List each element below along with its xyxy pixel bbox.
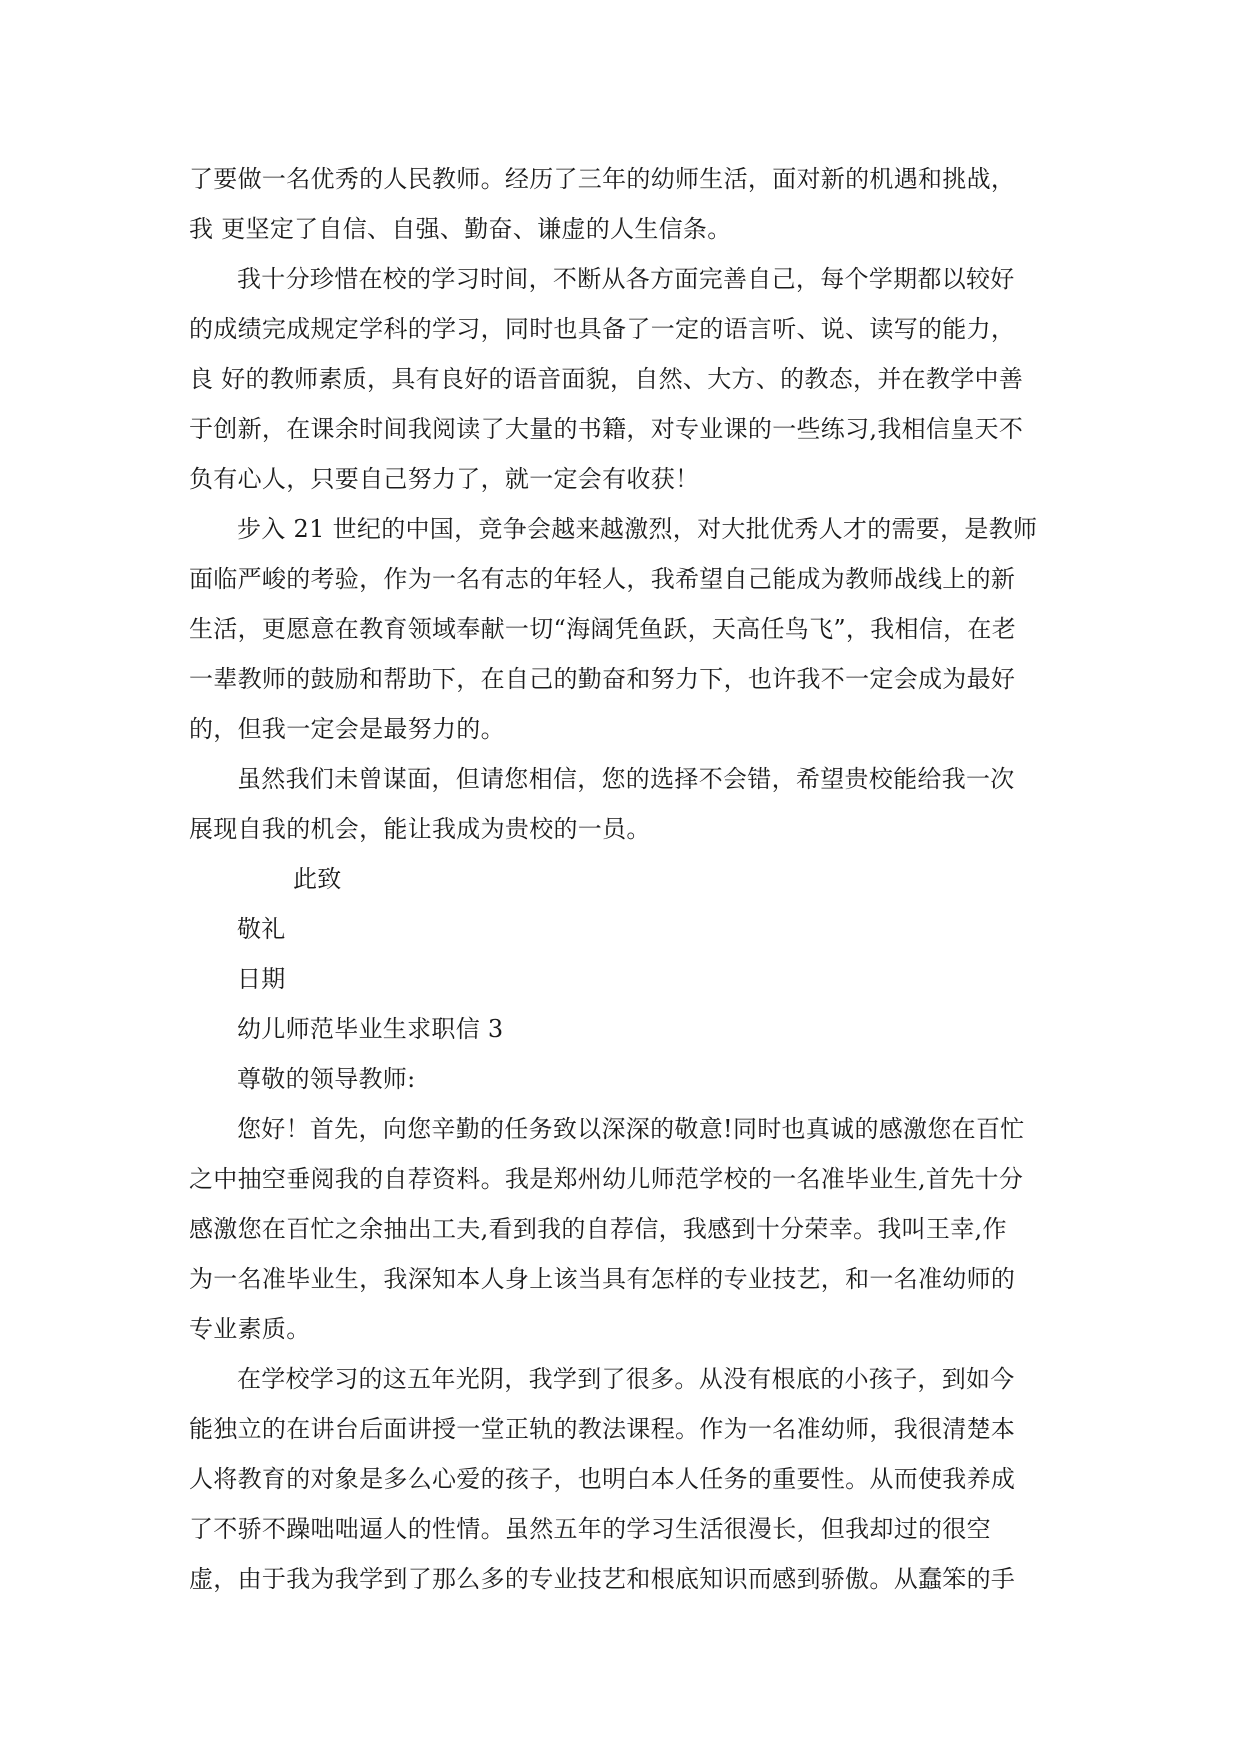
text-line: 人将教育的对象是多么心爱的孩子，也明白本人任务的重要性。从而使我养成 [189, 1465, 1016, 1493]
paragraph-start-line: 在学校学习的这五年光阴，我学到了很多。从没有根底的小孩子，到如今 [237, 1365, 1015, 1393]
text-line: 能独立的在讲台后面讲授一堂正轨的教法课程。作为一名准幼师，我很清楚本 [189, 1415, 1016, 1443]
text-line: 良 好的教师素质，具有良好的语音面貌，自然、大方、的教态，并在教学中善 [189, 365, 1024, 393]
text-line: 生活，更愿意在教育领域奉献一切“海阔凭鱼跃，天高任鸟飞”，我相信，在老 [189, 615, 1017, 643]
paragraph-start-line: 虽然我们未曾谋面，但请您相信，您的选择不会错，希望贵校能给我一次 [237, 765, 1015, 793]
paragraph-start-line: 您好！首先，向您辛勤的任务致以深深的敬意!同时也真诚的感激您在百忙 [237, 1115, 1025, 1143]
date-line: 日期 [237, 965, 286, 993]
text-line: 了不骄不躁咄咄逼人的性情。虽然五年的学习生活很漫长，但我却过的很空 [189, 1515, 991, 1543]
text-line: 感激您在百忙之余抽出工夫,看到我的自荐信，我感到十分荣幸。我叫王幸,作 [189, 1215, 1007, 1243]
text-line: 的，但我一定会是最努力的。 [189, 715, 505, 743]
text-line: 虚，由于我为我学到了那么多的专业技艺和根底知识而感到骄傲。从蠢笨的手 [189, 1565, 1016, 1593]
text-line: 了要做一名优秀的人民教师。经历了三年的幼师生活，面对新的机遇和挑战， [189, 165, 1016, 193]
letter-body [189, 154, 1059, 1604]
salutation-line: 此致 [293, 865, 342, 893]
greeting-line: 尊敬的领导教师: [237, 1065, 416, 1093]
closing-line: 敬礼 [237, 915, 286, 943]
text-line: 为一名准毕业生，我深知本人身上该当具有怎样的专业技艺，和一名准幼师的 [189, 1265, 1016, 1293]
paragraph-start-line: 步入 21 世纪的中国，竞争会越来越激烈，对大批优秀人才的需要，是教师 [237, 515, 1038, 543]
text-line: 我 更坚定了自信、自强、勤奋、谦虚的人生信条。 [189, 215, 732, 243]
section-title: 幼儿师范毕业生求职信 3 [237, 1015, 504, 1043]
text-line: 一辈教师的鼓励和帮助下，在自己的勤奋和努力下，也许我不一定会成为最好 [189, 665, 1016, 693]
text-line: 负有心人，只要自己努力了，就一定会有收获！ [189, 465, 700, 493]
text-line: 专业素质。 [189, 1315, 311, 1343]
paragraph-start-line: 我十分珍惜在校的学习时间，不断从各方面完善自己，每个学期都以较好 [237, 265, 1015, 293]
text-line: 之中抽空垂阅我的自荐资料。我是郑州幼儿师范学校的一名准毕业生,首先十分 [189, 1165, 1024, 1193]
text-line: 展现自我的机会，能让我成为贵校的一员。 [189, 815, 651, 843]
text-line: 于创新，在课余时间我阅读了大量的书籍，对专业课的一些练习,我相信皇天不 [189, 415, 1024, 443]
text-line: 面临严峻的考验，作为一名有志的年轻人，我希望自己能成为教师战线上的新 [189, 565, 1016, 593]
text-line: 的成绩完成规定学科的学习，同时也具备了一定的语言听、说、读写的能力， [189, 315, 1016, 343]
